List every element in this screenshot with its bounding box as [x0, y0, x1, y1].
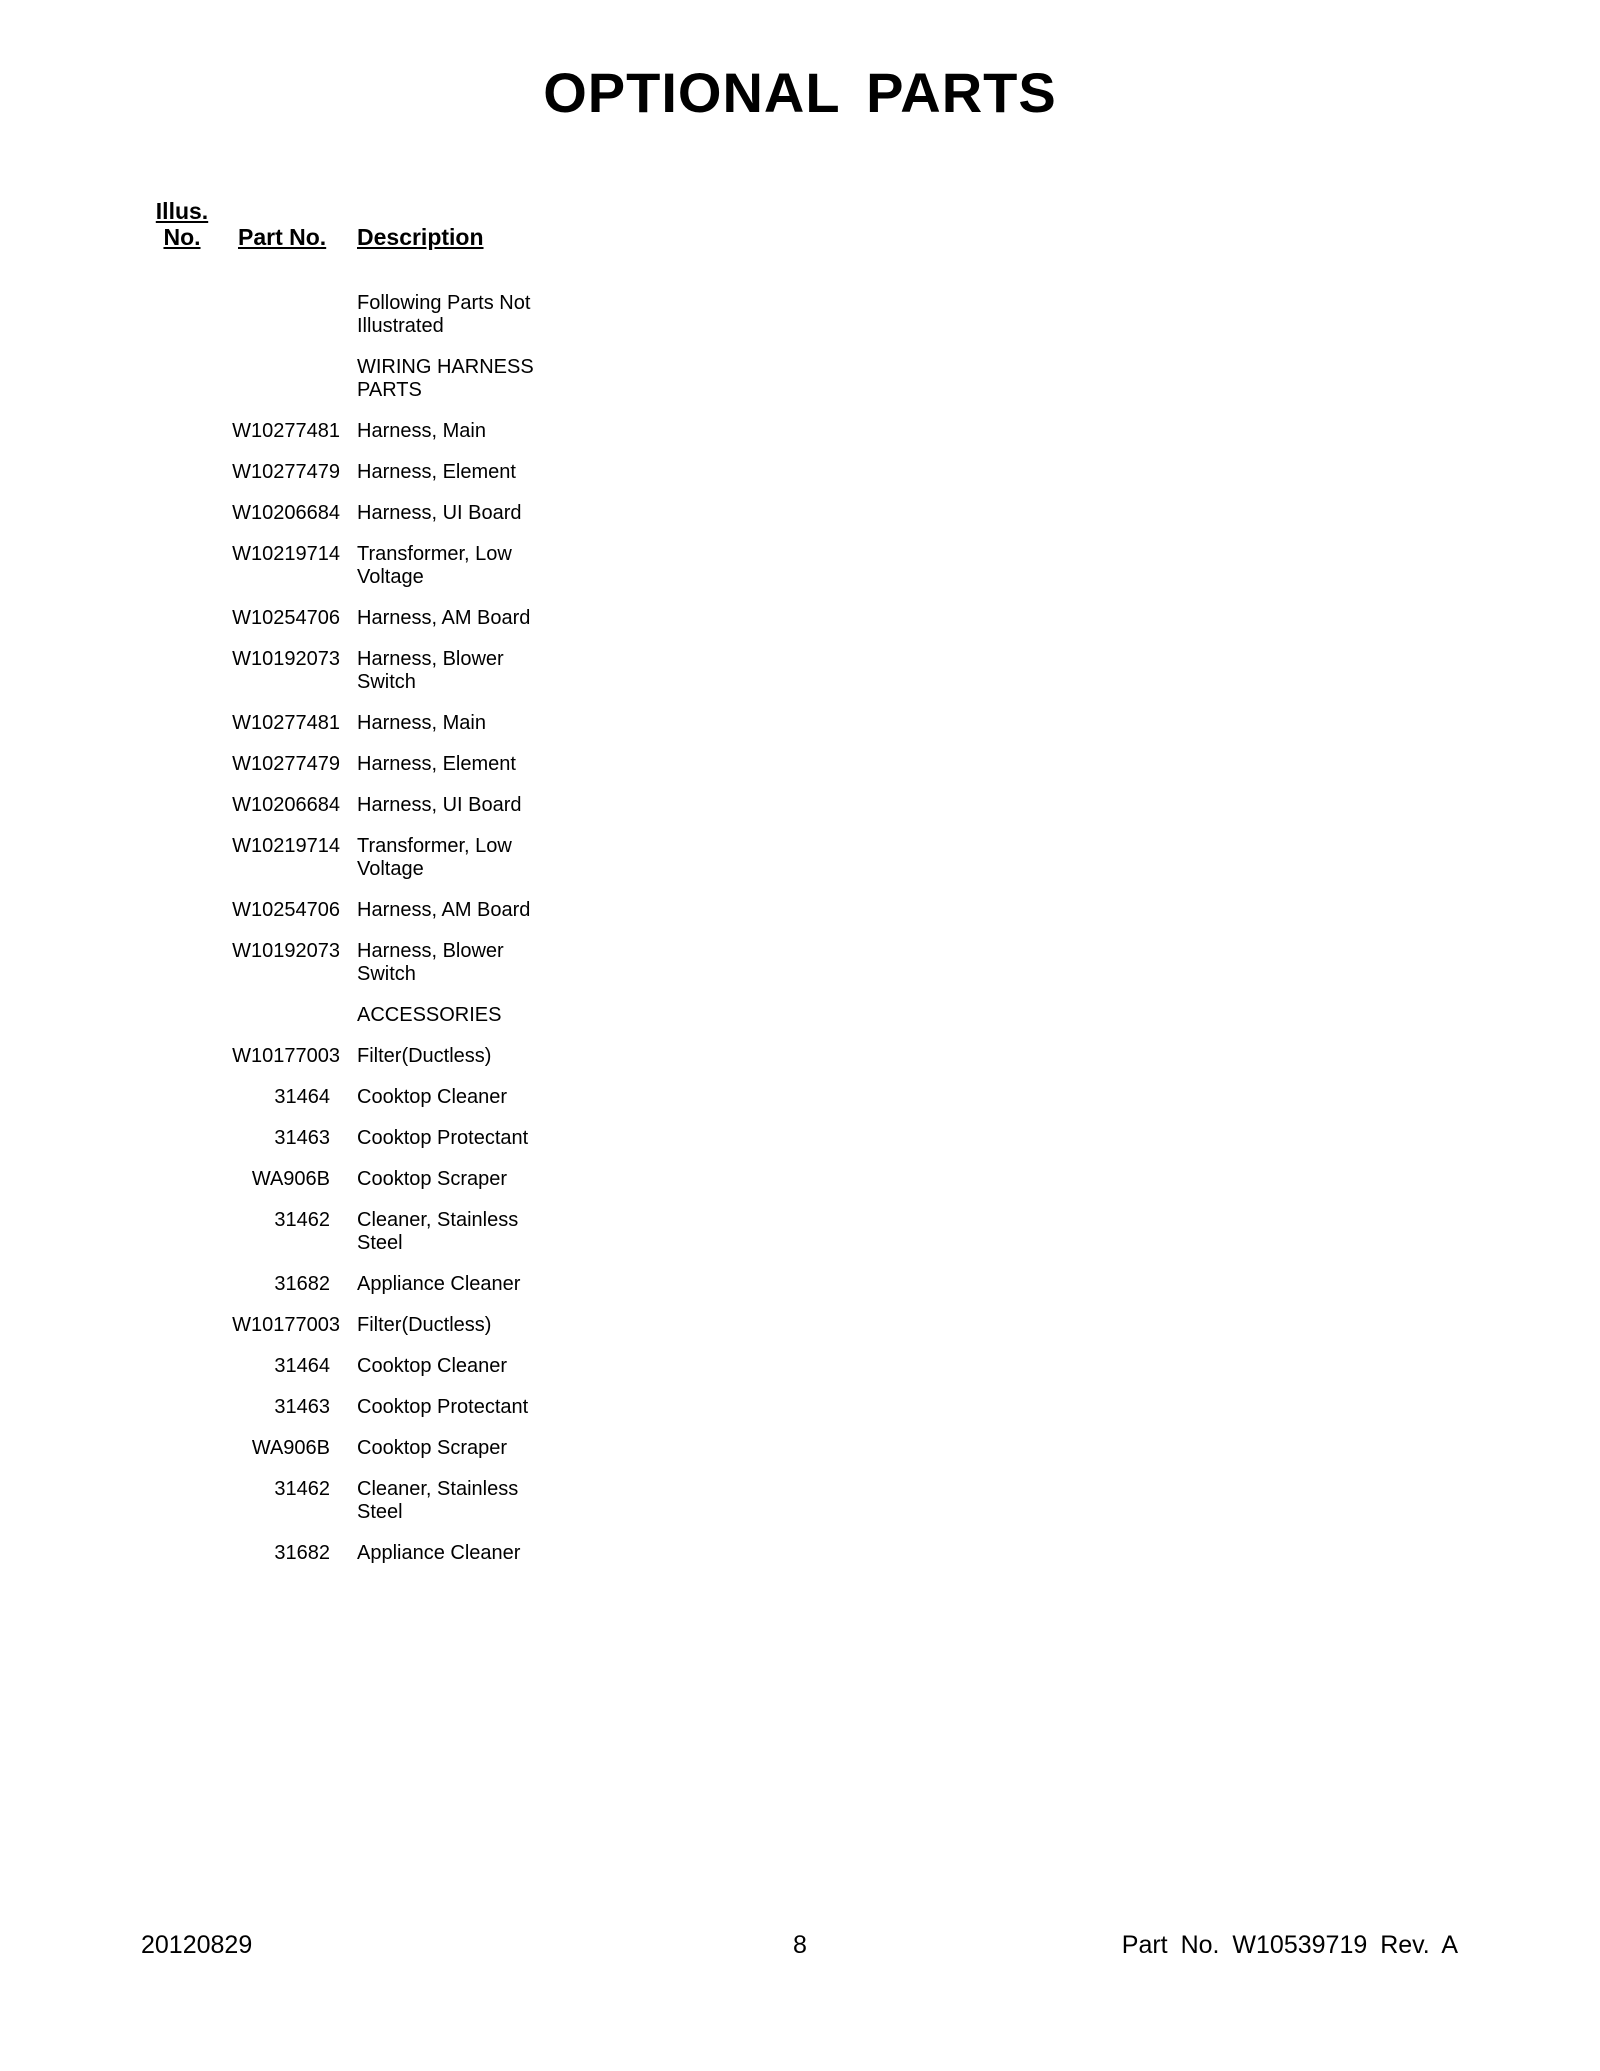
part-description: WIRING HARNESS PARTS [357, 356, 534, 401]
illus-no-header [152, 198, 212, 250]
part-number: W10277479 [232, 753, 340, 775]
part-number: W10192073 [232, 940, 340, 962]
part-description: Harness, Main [357, 420, 486, 442]
part-description: Cooktop Scraper [357, 1437, 508, 1459]
part-description: Cleaner, Stainless Steel [357, 1209, 519, 1254]
part-number: 31462 [274, 1478, 330, 1500]
part-description: Filter(Ductless) [357, 1314, 492, 1336]
part-number: W10277481 [232, 712, 340, 734]
part-description: Harness, Blower Switch [357, 940, 504, 985]
part-description: Harness, AM Board [357, 899, 531, 921]
footer-part-rev: Part No. W10539719 Rev. A [1121, 1931, 1458, 1959]
part-no-header: Part No. [238, 224, 327, 250]
part-number: 31462 [274, 1209, 330, 1231]
part-number: W10219714 [232, 543, 340, 565]
table-row [0, 648, 700, 694]
footer-page-number: 8 [793, 1931, 807, 1959]
part-description: Harness, Main [357, 712, 486, 734]
part-description: Harness, AM Board [357, 607, 531, 629]
part-number: W10277479 [232, 461, 340, 483]
part-description: Filter(Ductless) [357, 1045, 492, 1067]
part-number: W10219714 [232, 835, 340, 857]
part-number: 31463 [274, 1396, 330, 1418]
table-row [0, 1437, 700, 1460]
part-description: Transformer, Low Voltage [357, 543, 512, 588]
part-number: W10254706 [232, 899, 340, 921]
footer-date: 20120829 [141, 1931, 253, 1959]
part-description: Harness, Element [357, 461, 516, 483]
part-description: Cooktop Protectant [357, 1396, 529, 1418]
part-number: 31682 [274, 1542, 330, 1564]
table-row [0, 461, 700, 484]
table-row [0, 1478, 700, 1524]
table-row [0, 753, 700, 776]
part-number: 31464 [274, 1086, 330, 1108]
part-number: W10192073 [232, 648, 340, 670]
part-number: 31463 [274, 1127, 330, 1149]
table-row [0, 356, 700, 402]
part-description: Transformer, Low Voltage [357, 835, 512, 880]
table-row [0, 607, 700, 630]
table-row [0, 1542, 700, 1565]
part-number: WA906B [251, 1168, 330, 1190]
table-row [0, 1168, 700, 1191]
part-number: W10206684 [232, 502, 340, 524]
part-number: W10177003 [232, 1314, 340, 1336]
part-number: W10206684 [232, 794, 340, 816]
description-header: Description [357, 224, 484, 250]
part-description: Following Parts Not Illustrated [357, 292, 531, 337]
part-description: Appliance Cleaner [357, 1542, 521, 1564]
part-description: Cooktop Protectant [357, 1127, 529, 1149]
part-description: Cooktop Cleaner [357, 1086, 508, 1108]
table-row [0, 1127, 700, 1150]
part-description: Harness, UI Board [357, 502, 522, 524]
table-row [0, 1273, 700, 1296]
table-row [0, 712, 700, 735]
illus-header-line1: Illus. [155, 198, 209, 224]
table-row [0, 940, 700, 986]
part-number: W10254706 [232, 607, 340, 629]
table-row [0, 1314, 700, 1337]
part-number: 31464 [274, 1355, 330, 1377]
part-description: Harness, Element [357, 753, 516, 775]
table-row [0, 1004, 700, 1027]
table-row [0, 1209, 700, 1255]
table-row [0, 1086, 700, 1109]
part-number: 31682 [274, 1273, 330, 1295]
part-description: Harness, Blower Switch [357, 648, 504, 693]
table-row [0, 420, 700, 443]
part-description: Cooktop Scraper [357, 1168, 508, 1190]
table-row [0, 1045, 700, 1068]
table-row [0, 1396, 700, 1419]
part-description: Harness, UI Board [357, 794, 522, 816]
table-row [0, 835, 700, 881]
part-number: W10277481 [232, 420, 340, 442]
illus-header-line2: No. [163, 224, 201, 250]
parts-list [0, 292, 700, 1583]
page-title: OPTIONAL PARTS [543, 61, 1057, 124]
part-description: Cooktop Cleaner [357, 1355, 508, 1377]
table-row [0, 1355, 700, 1378]
table-row [0, 502, 700, 525]
table-row [0, 543, 700, 589]
part-description: Cleaner, Stainless Steel [357, 1478, 519, 1523]
table-row [0, 794, 700, 817]
table-row [0, 292, 700, 338]
table-row [0, 899, 700, 922]
part-number: WA906B [251, 1437, 330, 1459]
part-number: W10177003 [232, 1045, 340, 1067]
part-description: ACCESSORIES [357, 1004, 502, 1026]
part-description: Appliance Cleaner [357, 1273, 521, 1295]
